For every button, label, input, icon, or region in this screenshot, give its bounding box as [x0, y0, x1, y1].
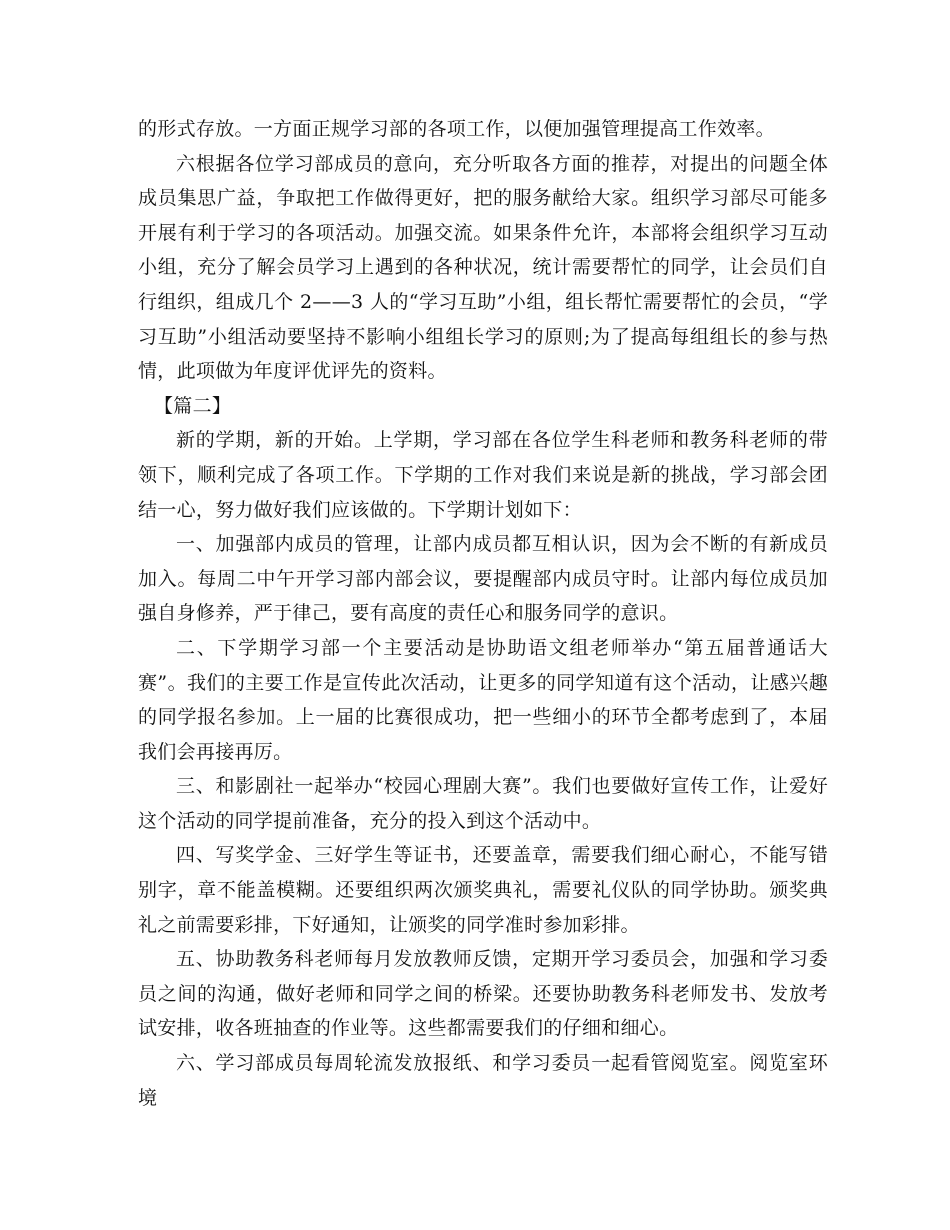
- paragraph-item-five: 五、协助教务科老师每月发放教师反馈，定期开学习委员会，加强和学习委员之间的沟通，做好老师和同学之间的桥梁。还要协助教务科老师发书、发放考试安排，收各班抽查的作业等。这些都需要我们的仔细和细心。: [138, 948, 828, 1040]
- paragraph-continuation: 的形式存放。一方面正规学习部的各项工作，以便加强管理提高工作效率。: [138, 118, 775, 140]
- paragraph-item-one: 一、加强部内成员的管理，让部内成员都互相认识，因为会不断的有新成员加入。每周二中午开学习部内部会议，要提醒部内成员守时。让部内每位成员加强自身修养，严于律己，要有高度的责任心和服务同学的意识。: [138, 533, 828, 625]
- paragraph-intro: 新的学期，新的开始。上学期，学习部在各位学生科老师和教务科老师的带领下，顺利完成了各项工作。下学期的工作对我们来说是新的挑战，学习部会团结一心，努力做好我们应该做的。下学期计划如下：: [138, 429, 828, 521]
- paragraph-item-six: 六、学习部成员每周轮流发放报纸、和学习委员一起看管阅览室。阅览室环境: [138, 1052, 828, 1109]
- paragraph-item-three: 三、和影剧社一起举办“校园心理剧大赛”。我们也要做好宣传工作，让爱好这个活动的同学提前准备，充分的投入到这个活动中。: [138, 775, 828, 832]
- paragraph-item-two: 二、下学期学习部一个主要活动是协助语文组老师举办“第五届普通话大赛”。我们的主要工作是宣传此次活动，让更多的同学知道有这个活动，让感兴趣的同学报名参加。上一届的比赛很成功，把一些细小的环节全都考虑到了，本届我们会再接再厉。: [138, 636, 828, 763]
- paragraph-item-four: 四、写奖学金、三好学生等证书，还要盖章，需要我们细心耐心，不能写错别字，章不能盖模糊。还要组织两次颁奖典礼，需要礼仪队的同学协助。颁奖典礼之前需要彩排，下好通知，让颁奖的同学准时参加彩排。: [138, 844, 828, 936]
- document-body: [138, 112, 828, 1115]
- section-heading: 【篇二】: [154, 394, 232, 417]
- paragraph-item-six-plan: 六根据各位学习部成员的意向，充分听取各方面的推荐，对提出的问题全体成员集思广益，争取把工作做得更好，把的服务献给大家。组织学习部尽可能多开展有利于学习的各项活动。加强交流。如果条件允许，本部将会组织学习互动小组，充分了解会员学习上遇到的各种状况，统计需要帮忙的同学，让会员们自行组织，组成几个 2——3 人的“学习互助”小组，组长帮忙需要帮忙的会员，“学习互助”小组活动要坚持不影响小组组长学习的原则;为了提高每组组长的参与热情，此项做为年度评优评先的资料。: [138, 152, 828, 383]
